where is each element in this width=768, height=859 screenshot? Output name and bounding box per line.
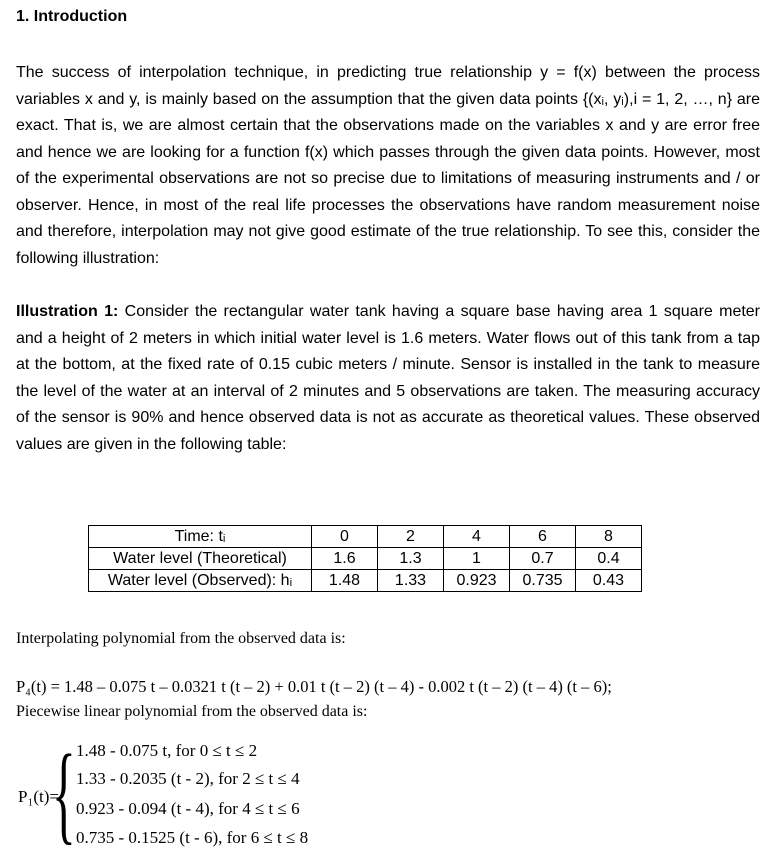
piecewise-row: 1.33 - 0.2035 (t - 2), for 2 ≤ t ≤ 4 bbox=[76, 769, 300, 788]
piecewise-row: 0.923 - 0.094 (t - 4), for 4 ≤ t ≤ 6 bbox=[76, 799, 300, 818]
row-header: Water level (Theoretical) bbox=[89, 548, 312, 570]
table-cell: 1.33 bbox=[378, 570, 444, 592]
row-header: Water level (Observed): hᵢ bbox=[89, 570, 312, 592]
table-row bbox=[89, 526, 642, 548]
table-cell: 1.48 bbox=[312, 570, 378, 592]
table-cell: 0.4 bbox=[576, 548, 642, 570]
piecewise-row: 1.48 - 0.075 t, for 0 ≤ t ≤ 2 bbox=[76, 741, 258, 760]
table-cell: 1 bbox=[444, 548, 510, 570]
piecewise-label: P₁(t)= bbox=[18, 787, 60, 806]
row-header: Time: tᵢ bbox=[89, 526, 312, 548]
illustration-paragraph bbox=[16, 299, 760, 458]
table-cell: 6 bbox=[510, 526, 576, 548]
table-cell: 8 bbox=[576, 526, 642, 548]
section-heading bbox=[16, 6, 760, 28]
table-row bbox=[89, 548, 642, 570]
illustration-label: Illustration 1: bbox=[16, 303, 119, 320]
interpolation-polynomial: P₄(t) = 1.48 – 0.075 t – 0.0321 t (t – 2) + 0.01 t (t – 2) (t – 4) - 0.002 t (t – 2) (t – 4) (t – 6); bbox=[16, 677, 612, 696]
table-cell: 1.6 bbox=[312, 548, 378, 570]
interpolation-intro: Interpolating polynomial from the observed data is: bbox=[16, 630, 346, 647]
piecewise-intro: Piecewise linear polynomial from the observed data is: bbox=[16, 703, 368, 720]
piecewise-row: 0.735 - 0.1525 (t - 6), for 6 ≤ t ≤ 8 bbox=[76, 828, 309, 847]
intro-paragraph: The success of interpolation technique, in predicting true relationship y = f(x) between the process variables x and y, is mainly based on the assumption that the given data points {(xᵢ, yᵢ),i = 1, 2, …, n} are exact. That is, we are almost certain that the observations made on the variables x and y are error free and hence we are looking for a function f(x) which passes through the given data points. However, most of the experimental observations are not so precise due to limitations of measuring instruments and / or observer. Hence, in most of the real life processes the observations have random measurement noise and therefore, interpolation may not give good estimate of the true relationship. To see this, consider the following illustration: bbox=[16, 64, 760, 267]
observation-table bbox=[88, 525, 642, 592]
section-number: 1. bbox=[16, 8, 30, 25]
document-page bbox=[16, 6, 760, 458]
table-cell: 4 bbox=[444, 526, 510, 548]
table-row bbox=[89, 570, 642, 592]
table-cell: 1.3 bbox=[378, 548, 444, 570]
table-cell: 2 bbox=[378, 526, 444, 548]
table-cell: 0 bbox=[312, 526, 378, 548]
table-cell: 0.735 bbox=[510, 570, 576, 592]
illustration-text: Consider the rectangular water tank having a square base having area 1 square meter and a height of 2 meters in which initial water level is 1.6 meters. Water flows out of this tank from a tap at the bottom, at the fixed rate of 0.15 cubic meters / minute. Sensor is installed in the tank to measure the level of the water at an interval of 2 minutes and 5 observations are taken. The measuring accuracy of the sensor is 90% and hence observed data is not as accurate as theoretical values. These observed values are given in the following table: bbox=[16, 303, 761, 453]
table-cell: 0.923 bbox=[444, 570, 510, 592]
table-cell: 0.7 bbox=[510, 548, 576, 570]
section-title: Introduction bbox=[33, 8, 128, 25]
left-brace: { bbox=[52, 732, 76, 854]
table-cell: 0.43 bbox=[576, 570, 642, 592]
